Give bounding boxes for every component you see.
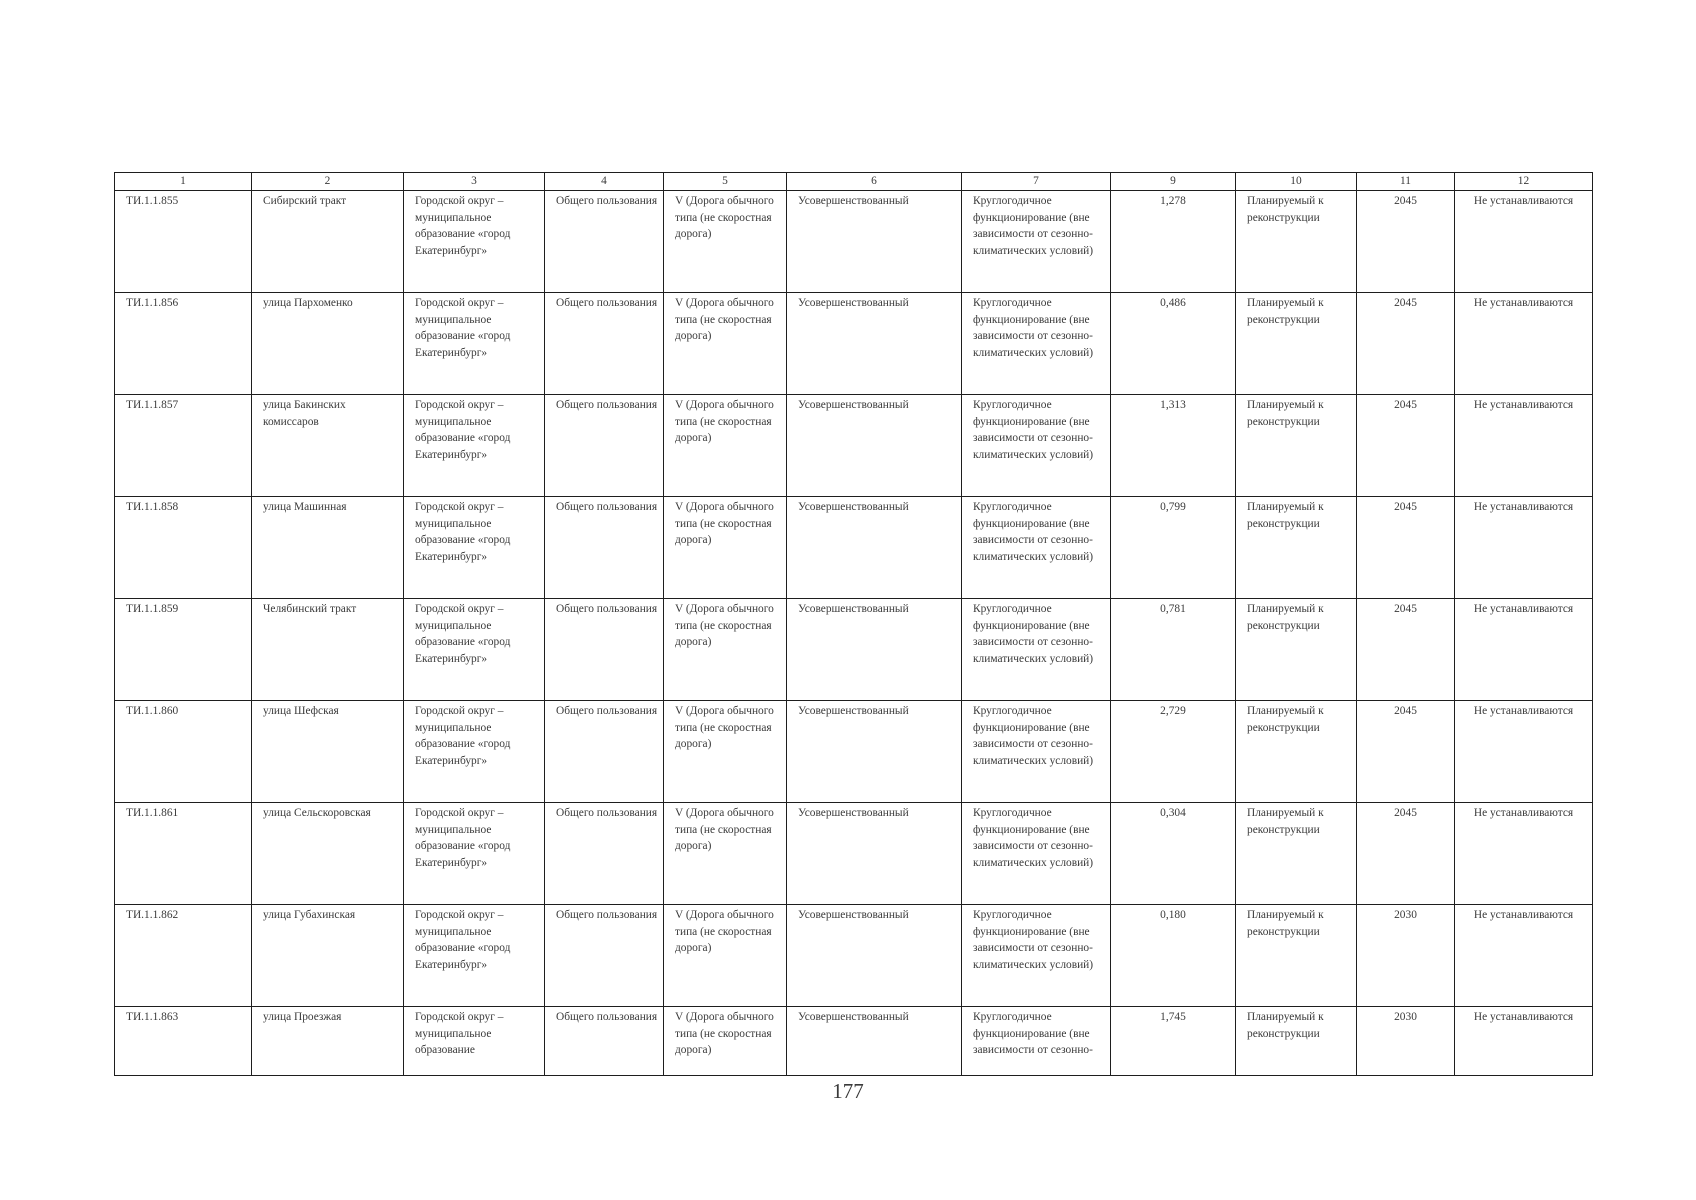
cell-length: 1,745 (1111, 1007, 1236, 1076)
cell-municipality: Городской округ – муниципальное образование «город Екатеринбург» (404, 293, 545, 395)
cell-usage: Общего пользования (545, 905, 664, 1007)
cell-surface: Усовершенствованный (787, 293, 962, 395)
cell-status: Планируемый к реконструкции (1236, 701, 1357, 803)
table-row (115, 701, 1593, 803)
cell-road-name: улица Проезжая (252, 1007, 404, 1076)
cell-category: V (Дорога обычного типа (не скоростная дорога) (664, 701, 787, 803)
column-header: 6 (787, 173, 962, 191)
cell-category: V (Дорога обычного типа (не скоростная дорога) (664, 599, 787, 701)
cell-status: Планируемый к реконструкции (1236, 293, 1357, 395)
cell-operation: Круглогодичное функционирование (вне зависимости от сезонно- (962, 1007, 1111, 1076)
table-row (115, 191, 1593, 293)
table-row (115, 497, 1593, 599)
table-row (115, 1007, 1593, 1076)
road-registry-table (114, 172, 1593, 1076)
cell-surface: Усовершенствованный (787, 497, 962, 599)
column-header: 9 (1111, 173, 1236, 191)
cell-road-name: улица Бакинских комиссаров (252, 395, 404, 497)
cell-category: V (Дорога обычного типа (не скоростная дорога) (664, 191, 787, 293)
cell-usage: Общего пользования (545, 599, 664, 701)
cell-id: ТИ.1.1.858 (115, 497, 252, 599)
cell-restrictions: Не устанавливаются (1455, 395, 1593, 497)
cell-year: 2045 (1357, 599, 1455, 701)
cell-restrictions: Не устанавливаются (1455, 803, 1593, 905)
table-row (115, 395, 1593, 497)
cell-category: V (Дорога обычного типа (не скоростная дорога) (664, 497, 787, 599)
column-header: 2 (252, 173, 404, 191)
cell-status: Планируемый к реконструкции (1236, 1007, 1357, 1076)
column-header: 1 (115, 173, 252, 191)
cell-municipality: Городской округ – муниципальное образование «город Екатеринбург» (404, 905, 545, 1007)
cell-road-name: улица Сельскоровская (252, 803, 404, 905)
cell-operation: Круглогодичное функционирование (вне зависимости от сезонно-климатических условий) (962, 191, 1111, 293)
cell-road-name: Челябинский тракт (252, 599, 404, 701)
cell-operation: Круглогодичное функционирование (вне зависимости от сезонно-климатических условий) (962, 497, 1111, 599)
cell-category: V (Дорога обычного типа (не скоростная дорога) (664, 1007, 787, 1076)
cell-year: 2045 (1357, 803, 1455, 905)
cell-surface: Усовершенствованный (787, 905, 962, 1007)
cell-road-name: Сибирский тракт (252, 191, 404, 293)
cell-road-name: улица Шефская (252, 701, 404, 803)
cell-restrictions: Не устанавливаются (1455, 497, 1593, 599)
column-header: 5 (664, 173, 787, 191)
cell-operation: Круглогодичное функционирование (вне зависимости от сезонно-климатических условий) (962, 803, 1111, 905)
cell-operation: Круглогодичное функционирование (вне зависимости от сезонно-климатических условий) (962, 599, 1111, 701)
cell-municipality: Городской округ – муниципальное образование «город Екатеринбург» (404, 599, 545, 701)
page-number: 177 (832, 1079, 864, 1103)
cell-id: ТИ.1.1.859 (115, 599, 252, 701)
cell-id: ТИ.1.1.863 (115, 1007, 252, 1076)
cell-surface: Усовершенствованный (787, 1007, 962, 1076)
cell-year: 2045 (1357, 395, 1455, 497)
cell-restrictions: Не устанавливаются (1455, 599, 1593, 701)
cell-id: ТИ.1.1.860 (115, 701, 252, 803)
cell-municipality: Городской округ – муниципальное образование «город Екатеринбург» (404, 497, 545, 599)
cell-id: ТИ.1.1.855 (115, 191, 252, 293)
cell-length: 0,180 (1111, 905, 1236, 1007)
cell-year: 2030 (1357, 905, 1455, 1007)
cell-operation: Круглогодичное функционирование (вне зависимости от сезонно-климатических условий) (962, 293, 1111, 395)
cell-restrictions: Не устанавливаются (1455, 191, 1593, 293)
cell-operation: Круглогодичное функционирование (вне зависимости от сезонно-климатических условий) (962, 395, 1111, 497)
column-header: 11 (1357, 173, 1455, 191)
cell-restrictions: Не устанавливаются (1455, 1007, 1593, 1076)
cell-road-name: улица Губахинская (252, 905, 404, 1007)
cell-municipality: Городской округ – муниципальное образование «город Екатеринбург» (404, 395, 545, 497)
cell-usage: Общего пользования (545, 293, 664, 395)
cell-status: Планируемый к реконструкции (1236, 803, 1357, 905)
cell-year: 2045 (1357, 497, 1455, 599)
table-row (115, 905, 1593, 1007)
cell-usage: Общего пользования (545, 191, 664, 293)
cell-surface: Усовершенствованный (787, 395, 962, 497)
cell-year: 2030 (1357, 1007, 1455, 1076)
cell-year: 2045 (1357, 701, 1455, 803)
cell-status: Планируемый к реконструкции (1236, 905, 1357, 1007)
cell-status: Планируемый к реконструкции (1236, 191, 1357, 293)
cell-length: 0,781 (1111, 599, 1236, 701)
cell-year: 2045 (1357, 191, 1455, 293)
cell-length: 1,313 (1111, 395, 1236, 497)
header-row (115, 173, 1593, 191)
table-row (115, 599, 1593, 701)
column-header: 7 (962, 173, 1111, 191)
cell-road-name: улица Пархоменко (252, 293, 404, 395)
cell-year: 2045 (1357, 293, 1455, 395)
table-row (115, 803, 1593, 905)
cell-id: ТИ.1.1.862 (115, 905, 252, 1007)
cell-length: 0,486 (1111, 293, 1236, 395)
table-row (115, 293, 1593, 395)
column-header: 12 (1455, 173, 1593, 191)
column-header: 3 (404, 173, 545, 191)
cell-operation: Круглогодичное функционирование (вне зависимости от сезонно-климатических условий) (962, 701, 1111, 803)
cell-surface: Усовершенствованный (787, 803, 962, 905)
cell-restrictions: Не устанавливаются (1455, 293, 1593, 395)
cell-restrictions: Не устанавливаются (1455, 905, 1593, 1007)
cell-surface: Усовершенствованный (787, 701, 962, 803)
cell-length: 0,799 (1111, 497, 1236, 599)
cell-length: 2,729 (1111, 701, 1236, 803)
column-header: 10 (1236, 173, 1357, 191)
column-header: 4 (545, 173, 664, 191)
cell-municipality: Городской округ – муниципальное образование «город Екатеринбург» (404, 191, 545, 293)
cell-usage: Общего пользования (545, 497, 664, 599)
cell-id: ТИ.1.1.856 (115, 293, 252, 395)
cell-id: ТИ.1.1.857 (115, 395, 252, 497)
cell-category: V (Дорога обычного типа (не скоростная дорога) (664, 293, 787, 395)
cell-status: Планируемый к реконструкции (1236, 395, 1357, 497)
cell-road-name: улица Машинная (252, 497, 404, 599)
cell-id: ТИ.1.1.861 (115, 803, 252, 905)
cell-length: 0,304 (1111, 803, 1236, 905)
cell-operation: Круглогодичное функционирование (вне зависимости от сезонно-климатических условий) (962, 905, 1111, 1007)
cell-restrictions: Не устанавливаются (1455, 701, 1593, 803)
cell-municipality: Городской округ – муниципальное образование «город Екатеринбург» (404, 803, 545, 905)
cell-usage: Общего пользования (545, 395, 664, 497)
cell-category: V (Дорога обычного типа (не скоростная дорога) (664, 905, 787, 1007)
cell-municipality: Городской округ – муниципальное образование «город Екатеринбург» (404, 701, 545, 803)
cell-status: Планируемый к реконструкции (1236, 599, 1357, 701)
cell-category: V (Дорога обычного типа (не скоростная дорога) (664, 803, 787, 905)
cell-usage: Общего пользования (545, 701, 664, 803)
cell-status: Планируемый к реконструкции (1236, 497, 1357, 599)
cell-length: 1,278 (1111, 191, 1236, 293)
cell-municipality: Городской округ – муниципальное образование (404, 1007, 545, 1076)
cell-surface: Усовершенствованный (787, 191, 962, 293)
cell-usage: Общего пользования (545, 1007, 664, 1076)
cell-usage: Общего пользования (545, 803, 664, 905)
cell-surface: Усовершенствованный (787, 599, 962, 701)
cell-category: V (Дорога обычного типа (не скоростная дорога) (664, 395, 787, 497)
